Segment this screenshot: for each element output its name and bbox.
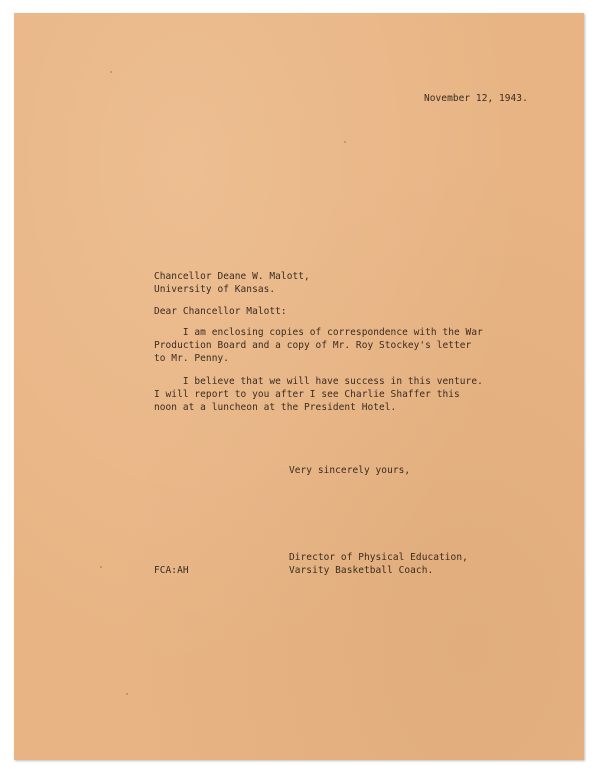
signature-title-line-2: Varsity Basketball Coach.	[289, 565, 434, 576]
paper-speck	[100, 566, 102, 568]
body-paragraph-1-line-2: Production Board and a copy of Mr. Roy Stockey's letter	[154, 340, 472, 351]
body-paragraph-1-line-1: I am enclosing copies of correspondence with the War	[154, 327, 483, 338]
body-paragraph-1-line-3: to Mr. Penny.	[154, 353, 230, 364]
paper-speck	[110, 71, 112, 73]
paper-speck	[344, 141, 346, 143]
letter-page	[14, 13, 584, 760]
body-paragraph-2-line-2: I will report to you after I see Charlie Shaffer this	[154, 389, 460, 400]
recipient-name: Chancellor Deane W. Malott,	[154, 271, 310, 282]
body-paragraph-2-line-1: I believe that we will have success in this venture.	[154, 376, 483, 387]
paper-speck	[126, 693, 128, 695]
salutation: Dear Chancellor Malott:	[154, 306, 287, 317]
letter-date: November 12, 1943.	[424, 93, 528, 104]
reference-initials: FCA:AH	[154, 565, 189, 576]
recipient-organization: University of Kansas.	[154, 284, 276, 295]
complimentary-closing: Very sincerely yours,	[289, 465, 411, 476]
signature-title-line-1: Director of Physical Education,	[289, 552, 468, 563]
body-paragraph-2-line-3: noon at a luncheon at the President Hotel.	[154, 402, 397, 413]
